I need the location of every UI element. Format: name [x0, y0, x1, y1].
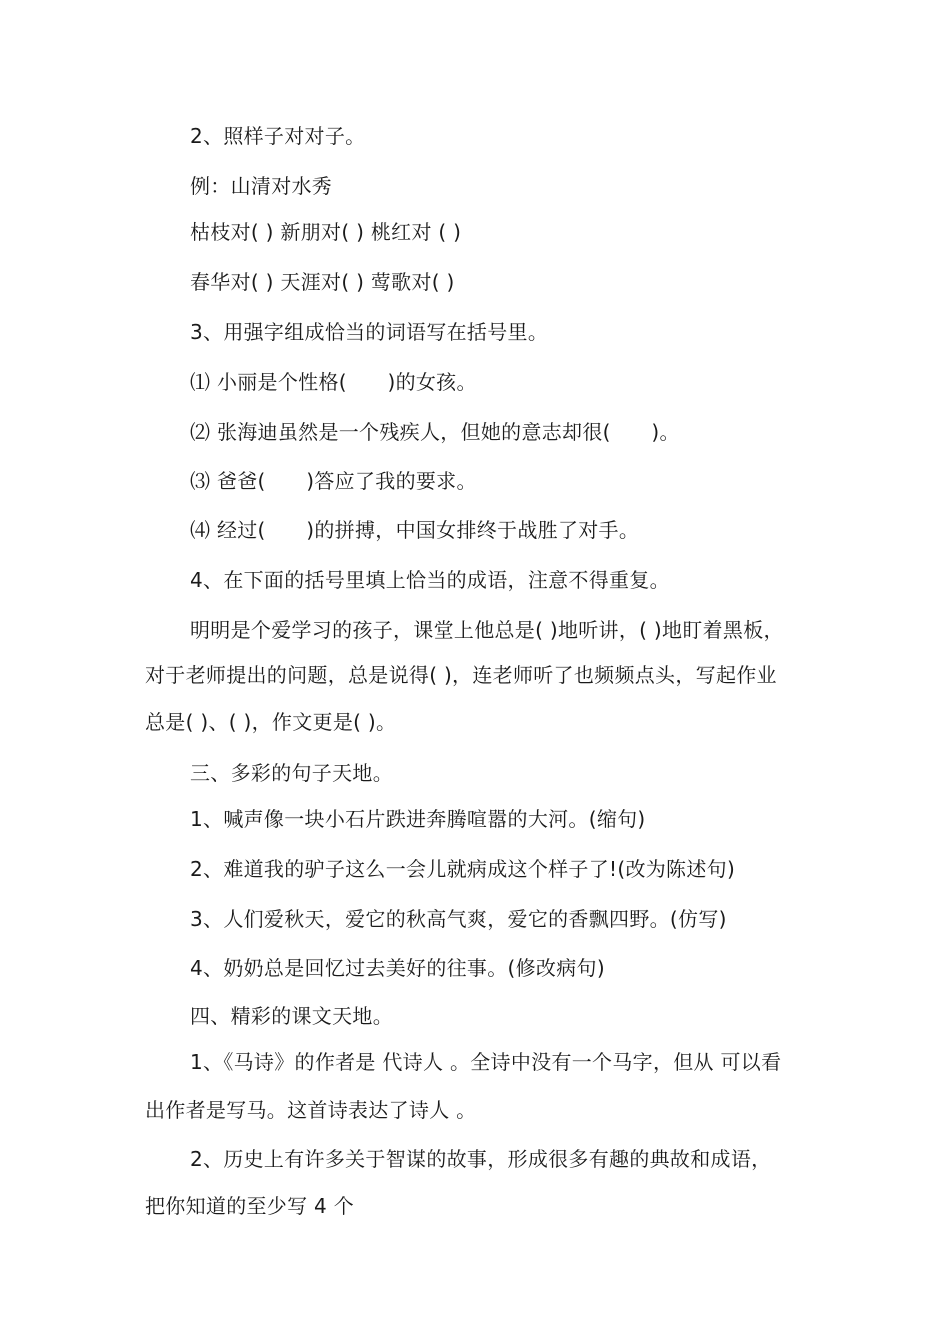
paragraph-line-2: 对于老师提出的问题，总是说得( )，连老师听了也频频点头，写起作业 [145, 663, 777, 687]
text-item-1-line-2: 出作者是写马。这首诗表达了诗人 。 [145, 1098, 477, 1122]
question-4-heading: 4、在下面的括号里填上恰当的成语，注意不得重复。 [190, 568, 670, 592]
paragraph-line-1: 明明是个爱学习的孩子，课堂上他总是( )地听讲，( )地盯着黑板， [190, 618, 784, 642]
text-item-1-line-1: 1、《马诗》的作者是 代诗人 。全诗中没有一个马字，但从 可以看 [190, 1050, 782, 1074]
question-3-item-3: ⑶ 爸爸( )答应了我的要求。 [190, 469, 477, 493]
section-4-heading: 四、精彩的课文天地。 [190, 1004, 393, 1028]
text-item-2-line-1: 2、历史上有许多关于智谋的故事，形成很多有趣的典故和成语， [190, 1147, 772, 1171]
text-item-2-line-2: 把你知道的至少写 4 个 [145, 1194, 355, 1218]
question-3-heading: 3、用强字组成恰当的词语写在括号里。 [190, 320, 549, 344]
sentence-item-4: 4、奶奶总是回忆过去美好的往事。(修改病句) [190, 956, 605, 980]
section-3-heading: 三、多彩的句子天地。 [190, 761, 393, 785]
question-3-item-1: ⑴ 小丽是个性格( )的女孩。 [190, 370, 477, 394]
sentence-item-2: 2、难道我的驴子这么一会儿就病成这个样子了!(改为陈述句) [190, 857, 736, 881]
sentence-item-1: 1、喊声像一块小石片跌进奔腾喧嚣的大河。(缩句) [190, 807, 646, 831]
example-line: 例：山清对水秀 [190, 174, 333, 198]
question-3-item-4: ⑷ 经过( )的拼搏，中国女排终于战胜了对手。 [190, 518, 640, 542]
couplet-line-1: 枯枝对( ) 新朋对( ) 桃红对 ( ) [190, 220, 462, 244]
question-3-item-2: ⑵ 张海迪虽然是一个残疾人，但她的意志却很( )。 [190, 420, 680, 444]
question-2-heading: 2、照样子对对子。 [190, 124, 366, 148]
sentence-item-3: 3、人们爱秋天，爱它的秋高气爽，爱它的香飘四野。(仿写) [190, 907, 727, 931]
couplet-line-2: 春华对( ) 天涯对( ) 莺歌对( ) [190, 270, 455, 294]
paragraph-line-3: 总是( )、( )，作文更是( )。 [145, 710, 397, 734]
